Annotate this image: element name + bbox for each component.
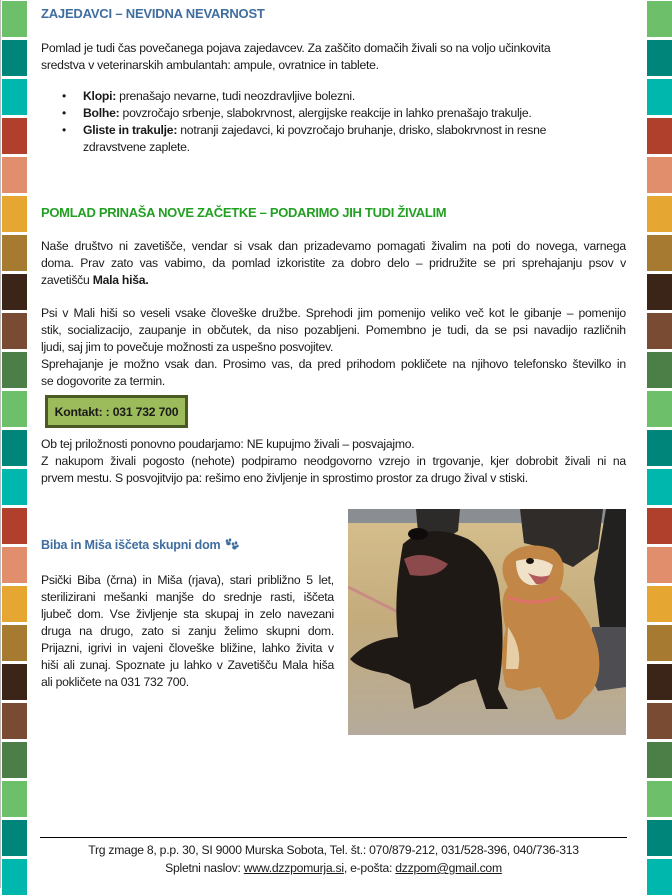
color-tile [647,157,672,193]
intro-line-2: sredstva v veterinarskih ambulantah: ampule, ovratnice in tablete. [41,58,379,72]
color-tile [2,664,27,700]
dogs-line-7: ali pokličete na 031 732 700. [41,675,189,689]
spring-para2-line-4: Sprehajanje je možno vsak dan. Prosimo vas, da pred prihodom pokličete na njihovo telefonsko številko in [41,357,626,371]
color-tile [647,859,672,895]
color-tile [647,547,672,583]
color-tile [2,430,27,466]
footer-divider [40,837,627,838]
color-tile [647,703,672,739]
bullet-ticks: Klopi: prenašajo nevarne, tudi neozdravljive bolezni. [83,89,355,103]
color-tile [647,664,672,700]
color-tile [647,274,672,310]
bullet-icon: • [62,123,67,137]
color-tile [2,547,27,583]
color-tile [2,781,27,817]
color-tile [2,586,27,622]
spring-para3-line-1: Ob tej priložnosti ponovno poudarjamo: NE kupujmo živali – posvajajmo. [41,437,415,451]
color-tile [2,313,27,349]
color-tile [647,742,672,778]
spring-para2-line-3: ljudi, saj jim to povečuje možnosti za uspešno posvojitev. [41,340,334,354]
paw-prints-icon [224,538,240,553]
color-tile [2,352,27,388]
heading-parasites: ZAJEDAVCI – NEVIDNA NEVARNOST [41,6,265,21]
heading-spring: POMLAD PRINAŠA NOVE ZAČETKE – PODARIMO JIH TUDI ŽIVALIM [41,205,447,220]
website-link[interactable]: www.dzzpomurja.si [243,861,344,875]
color-tile [647,40,672,76]
bullet-icon: • [62,89,67,103]
color-tile [2,274,27,310]
color-tile [2,235,27,271]
dogs-line-1: Psički Biba (črna) in Miša (rjava), stari približno 5 let, [41,573,334,587]
spring-para3-line-3: prvem mestu. S posvojitvijo pa: rešimo eno življenje in sprostimo prostor za drugo žival v stiski. [41,471,528,485]
bullet-fleas: Bolhe: povzročajo srbenje, slabokrvnost, alergijske reakcije in lahko prenašajo trakulje. [83,106,532,120]
color-tile [2,625,27,661]
color-tile [2,859,27,895]
left-border-line [0,0,1,888]
color-tile [2,196,27,232]
color-tile [647,781,672,817]
spring-para2-line-1: Psi v Mali hiši so veseli vsake človeške družbe. Sprehodi jim pomenijo veliko več kot le gibanje – pomenijo [41,306,626,320]
spring-para3-line-2: Z nakupom živali pogosto (nehote) podpiramo neodgovorno vzrejo in trgovanje, kjer dobrobit živali ni na [41,454,626,468]
color-tile [2,118,27,154]
spring-para2-line-2: stik, socializacijo, zaupanje in občutek, da niso pozabljeni. Pomembno je tudi, da se psi navadijo različnih [41,323,626,337]
dogs-line-6: hiši ali zunaj. Spoznate ju lahko v Zavetišču Mala hiša [41,658,334,672]
dogs-line-5: Prijazni, igrivi in vajeni človeške bližine, lahko živita v [41,641,334,655]
left-color-strip [2,0,27,888]
color-tile [2,157,27,193]
color-tile [2,742,27,778]
color-tile [647,196,672,232]
spring-para2-line-5: se dogovorite za termin. [41,374,166,388]
color-tile [647,235,672,271]
intro-line-1: Pomlad je tudi čas povečanega pojava zajedavcev. Za zaščito domačih živali so na voljo učinkovita [41,41,551,55]
bullet-worms-continuation: zdravstvene zaplete. [83,140,190,154]
color-tile [2,508,27,544]
color-tile [2,469,27,505]
spring-para1-line-2: doma. Prav zato vas vabimo, da pomlad izkoristite za dobro delo – pridružite se pri sprehajanju psov v [41,256,626,270]
color-tile [647,625,672,661]
color-tile [647,586,672,622]
color-tile [647,313,672,349]
contact-box: Kontakt: : 031 732 700 [45,395,188,428]
heading-biba-misa: Biba in Miša iščeta skupni dom [41,538,240,553]
color-tile [2,40,27,76]
dogs-line-3: ljubeč dom. Vse življenje sta skupaj in zelo navezani [41,607,334,621]
color-tile [2,391,27,427]
color-tile [647,118,672,154]
color-tile [647,820,672,856]
dogs-line-4: druga na drugo, zato si zanju želimo skupni dom. [41,624,334,638]
color-tile [2,79,27,115]
color-tile [647,1,672,37]
color-tile [647,352,672,388]
color-tile [647,391,672,427]
color-tile [647,79,672,115]
spring-para1-line-1: Naše društvo ni zavetišče, vendar si vsak dan prizadevamo pomagati živalim na poti do novega, varnega [41,239,626,253]
color-tile [2,703,27,739]
color-tile [2,1,27,37]
right-color-strip [647,0,672,888]
dogs-photo [348,509,626,735]
spring-para1-line-3: zavetišču Mala hiša. [41,273,149,287]
dogs-line-2: sterilizirani mešanki manjše do srednje rasti, iščeta [41,590,334,604]
color-tile [647,469,672,505]
color-tile [2,820,27,856]
color-tile [647,430,672,466]
bullet-icon: • [62,106,67,120]
color-tile [647,508,672,544]
email-link[interactable]: dzzpom@gmail.com [395,861,502,875]
bullet-worms: Gliste in trakulje: notranji zajedavci, ki povzročajo bruhanje, drisko, slabokrvnost in resne [83,123,547,137]
footer-address: Trg zmage 8, p.p. 30, SI 9000 Murska Sobota, Tel. št.: 070/879-212, 031/528-396, 040/736-313 [88,843,579,857]
footer-contact: Spletni naslov: www.dzzpomurja.si, e-pošta: dzzpom@gmail.com [165,861,502,875]
